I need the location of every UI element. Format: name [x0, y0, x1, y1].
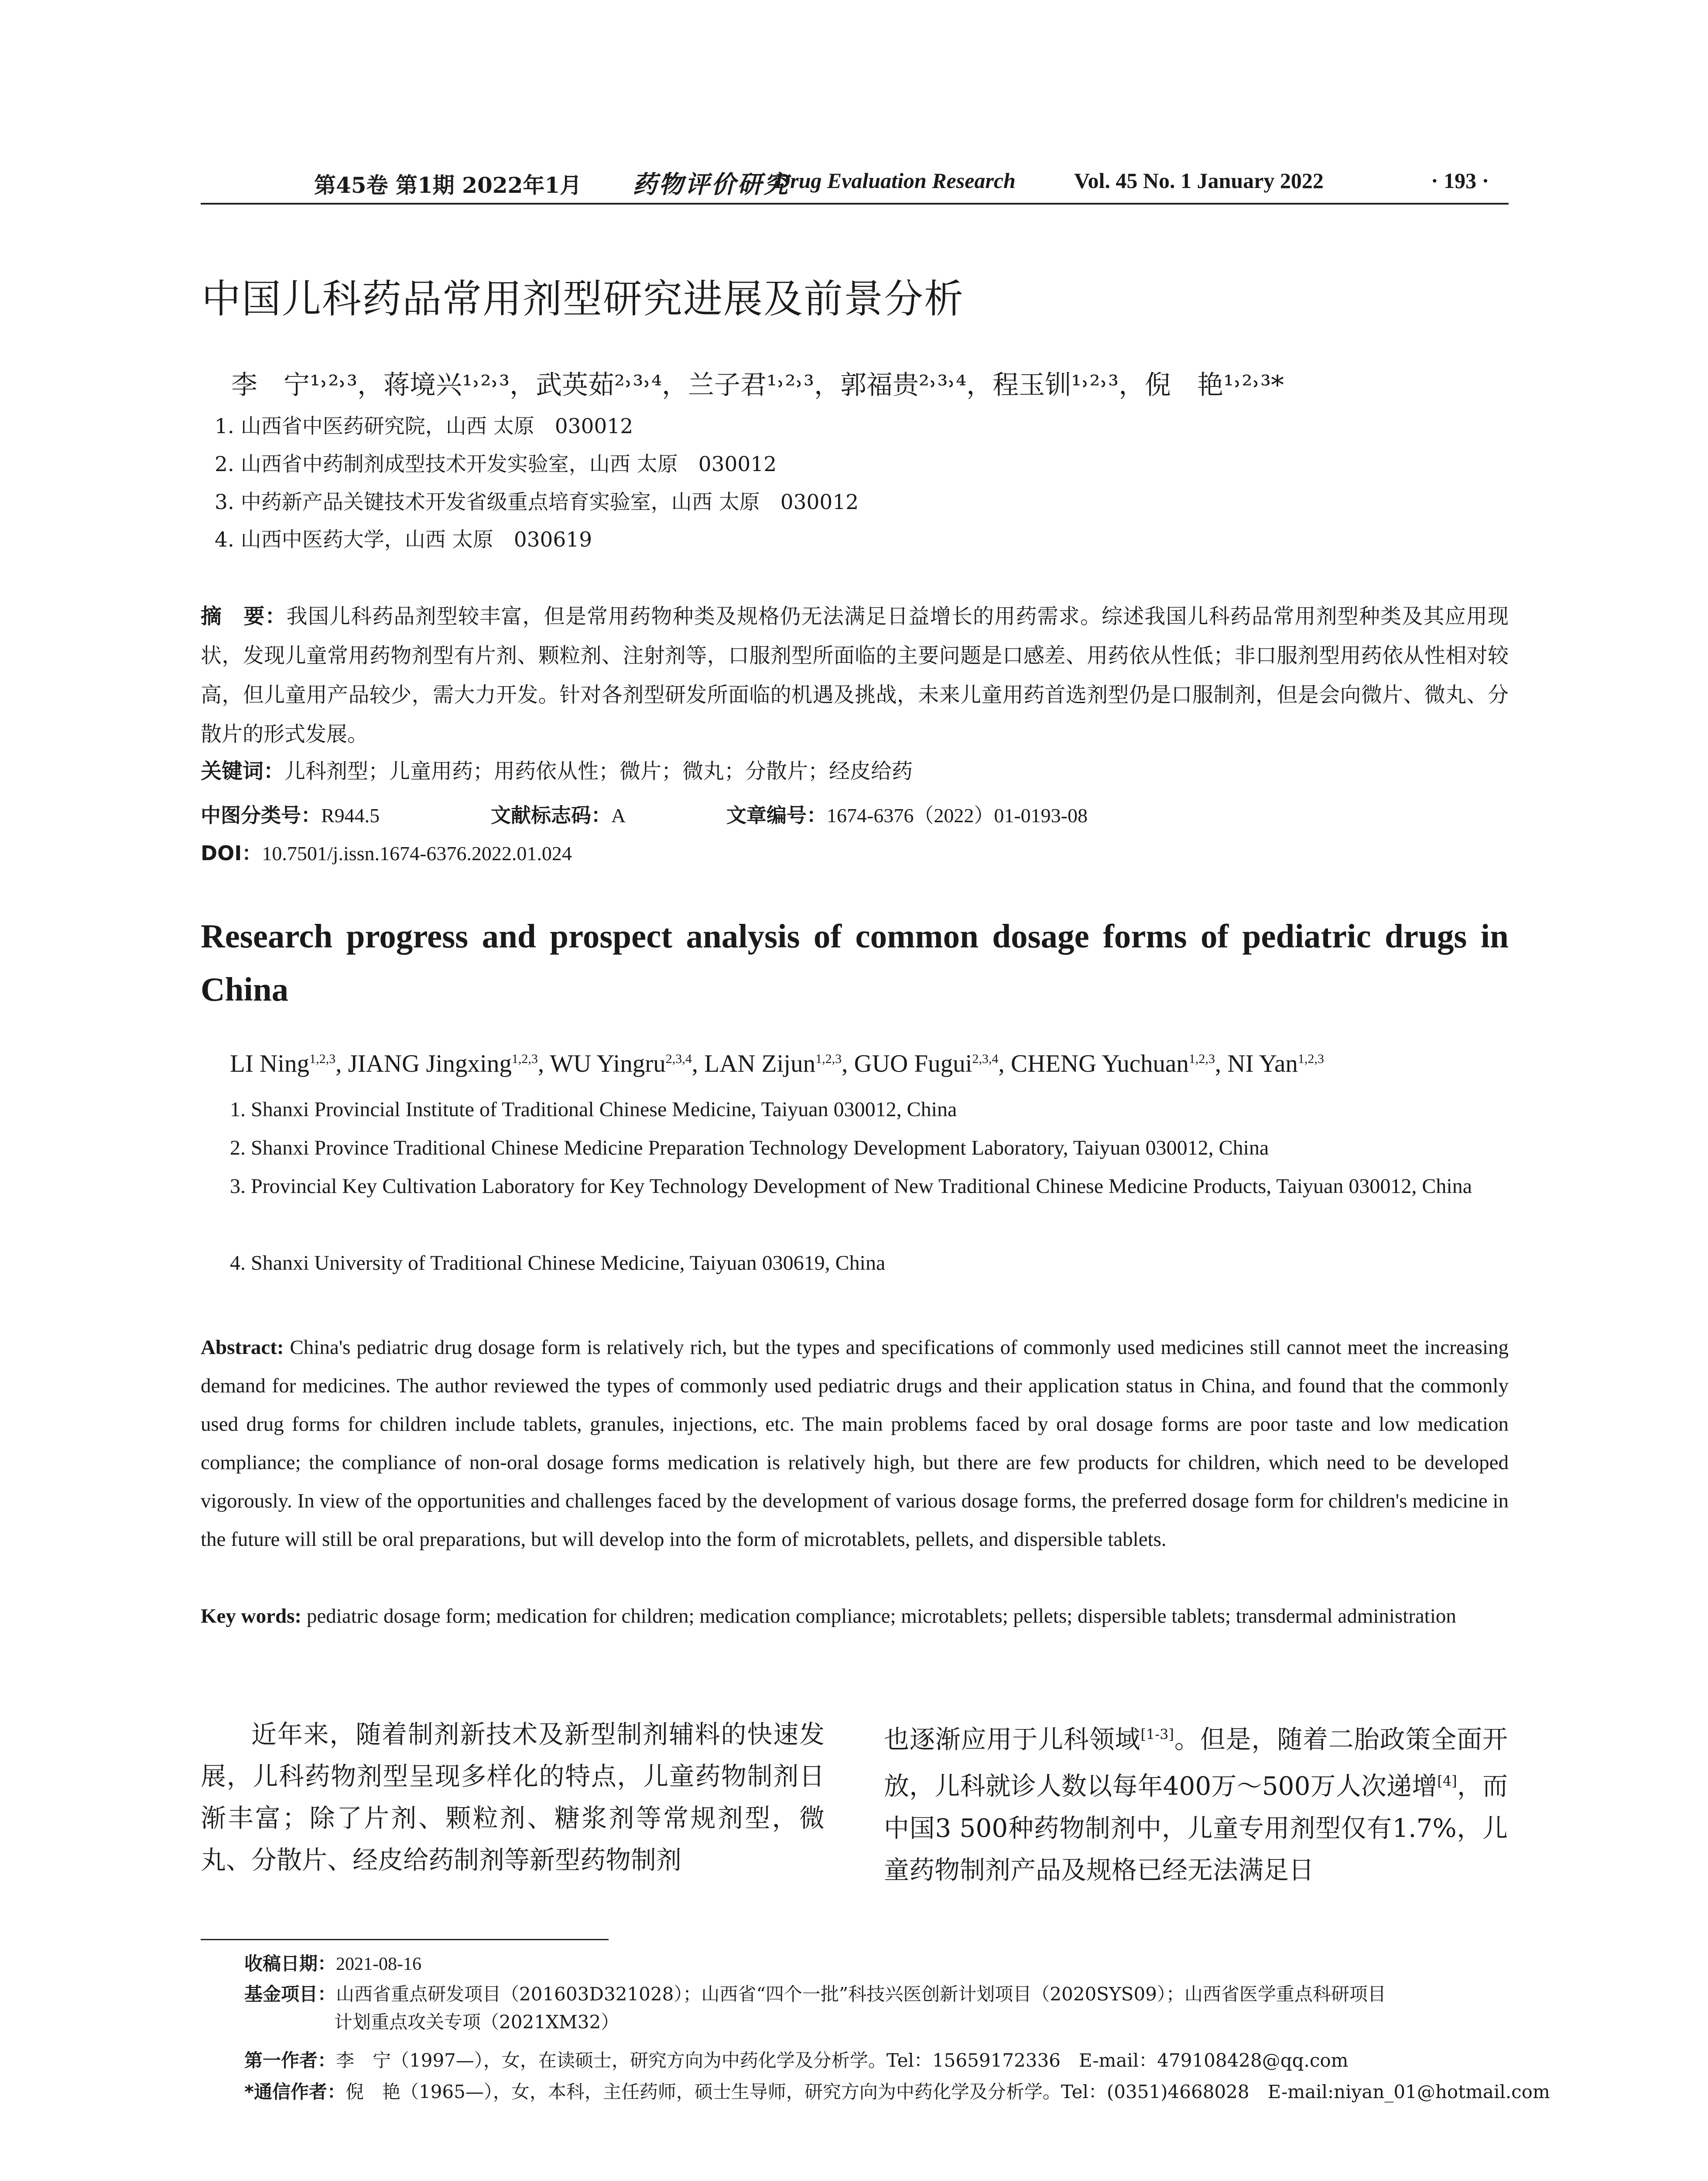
citation-4[interactable]: [4]: [1437, 1773, 1457, 1790]
header-journal-en: Drug Evaluation Research: [774, 168, 1016, 193]
doi-label: DOI：: [201, 841, 262, 865]
citation-1-3[interactable]: [1-3]: [1140, 1726, 1174, 1743]
footnote-corresponding: [244, 2078, 1550, 2106]
keywords-en-label: Key words:: [201, 1605, 302, 1627]
body-column-left: 近年来，随着制剂新技术及新型制剂辅料的快速发展，儿科药物剂型呈现多样化的特点，儿童药物制剂日渐丰富；除了片剂、颗粒剂、糖浆剂等常规剂型，微丸、分散片、经皮给药制剂等新型药物制剂: [201, 1720, 825, 1875]
received-value: 2021-08-16: [336, 1954, 421, 1974]
affiliation-en-1: 1. Shanxi Provincial Institute of Traditional Chinese Medicine, Taiyuan 030012, China: [230, 1098, 957, 1121]
title-cn: 中国儿科药品常用剂型研究进展及前景分析: [202, 276, 964, 322]
author-en-7: NI Yan$^{1,2,3}$: [1227, 1050, 1324, 1077]
running-header: [201, 168, 1509, 203]
keywords-cn-label: 关键词：: [201, 759, 285, 783]
article-value: 1674-6376（2022）01-0193-08: [827, 804, 1088, 827]
footnote-first-author: [244, 2047, 1349, 2075]
keywords-en: [201, 1597, 1509, 1635]
doi-link[interactable]: 10.7501/j.issn.1674-6376.2022.01.024: [262, 842, 572, 865]
title-en: Research progress and prospect analysis of common dosage forms of pediatric drugs in China: [201, 917, 1509, 1008]
article-label: 文章编号：: [726, 803, 827, 827]
fund-label: 基金项目：: [244, 1983, 336, 2005]
authors-cn: 李 宁¹˒²˒³，蒋境兴¹˒²˒³，武英茹²˒³˒⁴，兰子君¹˒²˒³，郭福贵²˒³˒⁴，程玉钏¹˒²˒³，倪 艳¹˒²˒³*: [231, 370, 1284, 400]
doc-code: [491, 800, 626, 828]
header-issue-en: Vol. 45 No. 1 January 2022: [1074, 168, 1324, 193]
fund-line-2: 计划重点攻关专项（2021XM32）: [334, 2011, 620, 2033]
first-author-value: 李 宁（1997—），女，在读硕士，研究方向为中药化学及分析学。Tel：15659172336 E-mail：479108428@qq.com: [336, 2050, 1349, 2071]
abstract-cn-text: 我国儿科药品剂型较丰富，但是常用药物种类及规格仍无法满足日益增长的用药需求。综述我国儿科药品常用剂型种类及其应用现状，发现儿童常用药物剂型有片剂、颗粒剂、注射剂等，口服剂型所面临的主要问题是口感差、用药依从性低；非口服剂型用药依从性相对较高，但儿童用产品较少，需大力开发。针对各剂型研发所面临的机遇及挑战，未来儿童用药首选剂型仍是口服制剂，但是会向微片、微丸、分散片的形式发展。: [201, 604, 1509, 746]
keywords-cn: [201, 752, 1509, 791]
footnote-received: [244, 1950, 421, 1978]
clc-label: 中图分类号：: [201, 803, 321, 827]
footnote-rule: [201, 1939, 609, 1940]
abstract-en: [201, 1328, 1509, 1559]
author-en-1: LI Ning$^{1,2,3}$: [230, 1050, 336, 1077]
keywords-en-text: pediatric dosage form; medication for children; medication compliance; microtablets; pellets; dispersible tablets; transdermal administration: [306, 1605, 1456, 1627]
affiliation-en-4: 4. Shanxi University of Traditional Chinese Medicine, Taiyuan 030619, China: [230, 1251, 886, 1275]
fund-line-1: 山西省重点研发项目（201603D321028）；山西省“四个一批”科技兴医创新计划项目（2020SYS09）；山西省医学重点科研项目: [336, 1983, 1386, 2005]
corresponding-label: *通信作者：: [244, 2081, 346, 2102]
doc-label: 文献标志码：: [491, 803, 611, 827]
body-right-text-b: 。但是，随着二胎政策全面开放，儿科就诊人数以每年400万～500万人次递增: [884, 1724, 1508, 1801]
affiliation-en-3: 3. Provincial Key Cultivation Laboratory for Key Technology Development of New Traditional Chinese Medicine Products, Taiyuan 030012, China: [230, 1175, 1472, 1198]
body-column-right: [884, 1713, 1508, 1891]
header-rule: [201, 203, 1509, 205]
journal-logo-cn: 药物评价研究: [633, 170, 790, 199]
abstract-cn: [201, 597, 1509, 754]
author-en-5: GUO Fugui$^{2,3,4}$: [854, 1050, 999, 1077]
first-author-label: 第一作者：: [244, 2050, 336, 2071]
abstract-en-text: China's pediatric drug dosage form is relatively rich, but the types and specifications of commonly used medicines still cannot meet the increasing demand for medicines. The author reviewed the types of commonly used pediatric drugs and their application status in China, and found that the commonly used drug forms for children include tablets, granules, injections, etc. The main problems faced by oral dosage forms are poor taste and low medication compliance; the compliance of non-oral dosage forms medication is relatively high, but there are few products for children, which need to be developed vigorously. In view of the opportunities and challenges faced by the development of various dosage forms, the preferred dosage form for children's medicine in the future will still be oral preparations, but will develop into the form of microtablets, pellets, and dispersible tablets.: [201, 1336, 1509, 1551]
affiliation-cn-2: 2. 山西省中药制剂成型技术开发实验室，山西 太原 030012: [215, 452, 777, 476]
clc-value: R944.5: [321, 804, 380, 827]
affiliation-cn-3: 3. 中药新产品关键技术开发省级重点培育实验室，山西 太原 030012: [215, 490, 859, 514]
abstract-cn-label: 摘 要：: [201, 604, 287, 629]
received-label: 收稿日期：: [244, 1953, 336, 1974]
abstract-en-label: Abstract:: [201, 1336, 284, 1359]
body-right-text-c: ，而中国3 500种药物制剂中，儿童专用剂型仅有1.7%，儿童药物制剂产品及规格已经无法满足日: [884, 1771, 1508, 1885]
body-right-text-a: 也逐渐应用于儿科领域: [884, 1724, 1141, 1754]
author-en-6: CHENG Yuchuan$^{1,2,3}$: [1010, 1050, 1215, 1077]
doc-value: A: [611, 804, 626, 827]
author-en-3: WU Yingru$^{2,3,4}$: [550, 1050, 692, 1077]
affiliation-cn-4: 4. 山西中医药大学，山西 太原 030619: [215, 528, 592, 552]
article-number: [726, 800, 1088, 828]
author-en-4: LAN Zijun$^{1,2,3}$: [704, 1050, 842, 1077]
affiliation-en-2: 2. Shanxi Province Traditional Chinese Medicine Preparation Technology Development Laboratory, Taiyuan 030012, China: [230, 1136, 1269, 1159]
keywords-cn-text: 儿科剂型；儿童用药；用药依从性；微片；微丸；分散片；经皮给药: [284, 759, 913, 783]
page-number: · 193 ·: [1431, 168, 1489, 193]
authors-en: LI Ning$^{1,2,3}$, JIANG Jingxing$^{1,2,3}$, WU Yingru$^{2,3,4}$, LAN Zijun$^{1,2,3}$, GUO Fugui$^{2,3,4}$, CHENG Yuchuan$^{1,2,3}$, NI Yan$^{1,2,3}$: [230, 1050, 1324, 1077]
author-en-2: JIANG Jingxing$^{1,2,3}$: [348, 1050, 538, 1077]
corresponding-value: 倪 艳（1965—），女，本科，主任药师，硕士生导师，研究方向为中药化学及分析学。Tel：(0351)4668028 E-mail:niyan_01@hotmail.com: [345, 2081, 1550, 2102]
doi-line: [201, 838, 572, 866]
header-issue-cn: 第45卷 第1期 2022年1月: [314, 172, 582, 198]
classification-line: [201, 800, 380, 828]
footnote-fund: [244, 1980, 1509, 2036]
affiliation-cn-1: 1. 山西省中医药研究院，山西 太原 030012: [215, 414, 633, 438]
